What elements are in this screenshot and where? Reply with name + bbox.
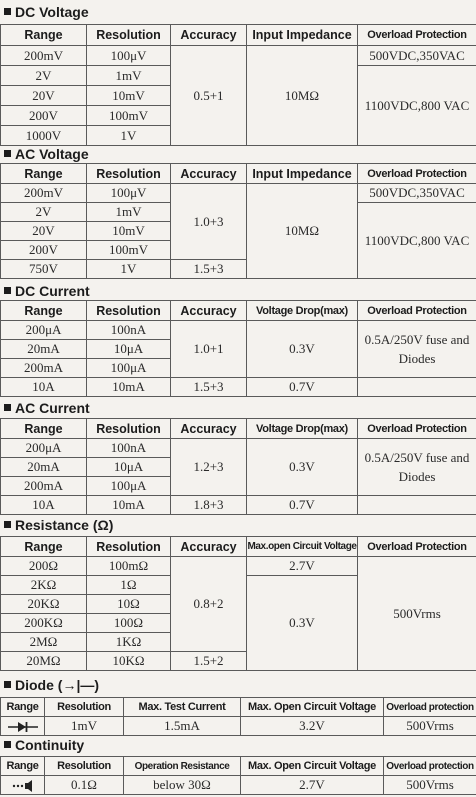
header-accuracy: Accuracy — [171, 301, 247, 321]
table-row — [1, 557, 476, 576]
header-range: Range — [1, 698, 45, 717]
table-row — [1, 378, 476, 397]
resolution-cell: 1KΩ — [87, 633, 171, 652]
table-header-row — [1, 25, 476, 46]
resolution-cell: 100mΩ — [87, 557, 171, 576]
dc-current-title: DC Current — [4, 283, 90, 299]
resolution-cell: 1Ω — [87, 576, 171, 595]
resistance-title: Resistance (Ω) — [4, 517, 113, 533]
continuity-table — [0, 756, 476, 795]
protection-cell: 0.5A/250V fuse and Diodes — [358, 321, 476, 378]
impedance-cell: 10MΩ — [247, 46, 358, 146]
protection-cell: 500VDC,350VAC — [358, 46, 476, 66]
protection-cell: 500VDC,350VAC — [358, 184, 476, 203]
header-accuracy: Accuracy — [171, 164, 247, 184]
header-max-open-circuit-voltage: Max. Open Circuit Voltage — [241, 757, 384, 776]
range-cell: 200V — [1, 241, 87, 260]
resolution-cell: 10KΩ — [87, 652, 171, 671]
range-cell: 200mV — [1, 184, 87, 203]
header-resolution: Resolution — [87, 537, 171, 557]
accuracy-cell: 1.5+2 — [171, 652, 247, 671]
resolution-cell: 1V — [87, 260, 171, 279]
resolution-cell: 10mV — [87, 86, 171, 106]
protection-cell: 500Vrms — [384, 776, 476, 795]
resolution-cell: 1mV — [45, 717, 124, 736]
ac-current-table — [0, 418, 476, 515]
resolution-cell: 10mV — [87, 222, 171, 241]
header-range: Range — [1, 419, 87, 439]
accuracy-cell: 1.0+1 — [171, 321, 247, 378]
continuity-title: Continuity — [4, 737, 84, 753]
range-cell: 1000V — [1, 126, 87, 146]
header-input-impedance: Input Impedance — [247, 25, 358, 46]
header-range: Range — [1, 537, 87, 557]
resolution-cell: 10μA — [87, 340, 171, 359]
accuracy-cell: 0.5+1 — [171, 46, 247, 146]
resolution-cell: 10Ω — [87, 595, 171, 614]
resolution-cell: 100nA — [87, 321, 171, 340]
header-overload-protection: Overload Protection — [358, 25, 476, 46]
header-resolution: Resolution — [45, 698, 124, 717]
header-overload-protection: Overload protection — [384, 757, 476, 776]
range-cell: 2KΩ — [1, 576, 87, 595]
header-max-open-circuit-voltage: Max.open Circuit Voltage — [247, 537, 358, 557]
resolution-cell: 1mV — [87, 66, 171, 86]
range-cell: 750V — [1, 260, 87, 279]
table-header-row — [1, 757, 476, 776]
dc-current-table — [0, 300, 476, 397]
range-cell: 20MΩ — [1, 652, 87, 671]
range-cell: 2V — [1, 66, 87, 86]
voltage-drop-cell: 0.3V — [247, 439, 358, 496]
range-cell: 200mA — [1, 359, 87, 378]
table-header-row — [1, 537, 476, 557]
diode-symbol-icon — [1, 717, 45, 736]
accuracy-cell: 1.2+3 — [171, 439, 247, 496]
range-cell: 20mA — [1, 458, 87, 477]
resolution-cell: 100mV — [87, 106, 171, 126]
accuracy-cell: 1.0+3 — [171, 184, 247, 260]
protection-cell: 1100VDC,800 VAC — [358, 66, 476, 146]
header-accuracy: Accuracy — [171, 537, 247, 557]
range-cell: 20V — [1, 222, 87, 241]
header-resolution: Resolution — [45, 757, 124, 776]
header-range: Range — [1, 301, 87, 321]
resolution-cell: 10mA — [87, 378, 171, 397]
voltage-drop-cell: 0.7V — [247, 378, 358, 397]
table-header-row — [1, 164, 476, 184]
header-range: Range — [1, 757, 45, 776]
header-overload-protection: Overload protection — [384, 698, 476, 717]
voltage-cell: 0.3V — [247, 576, 358, 671]
header-overload-protection: Overload Protection — [358, 164, 476, 184]
impedance-cell: 10MΩ — [247, 184, 358, 279]
protection-cell: 0.5A/250V fuse and Diodes — [358, 439, 476, 496]
resolution-cell: 1V — [87, 126, 171, 146]
ac-current-title: AC Current — [4, 400, 90, 416]
protection-cell — [358, 496, 476, 515]
table-row — [1, 776, 476, 795]
resolution-cell: 0.1Ω — [45, 776, 124, 795]
header-max-open-circuit-voltage: Max. Open Circuit Voltage — [241, 698, 384, 717]
protection-cell: 500Vrms — [384, 717, 476, 736]
table-header-row — [1, 419, 476, 439]
resolution-cell: 100nA — [87, 439, 171, 458]
range-cell: 2MΩ — [1, 633, 87, 652]
voltage-drop-cell: 0.7V — [247, 496, 358, 515]
test-current-cell: 1.5mA — [124, 717, 241, 736]
header-overload-protection: Overload Protection — [358, 301, 476, 321]
range-cell: 20V — [1, 86, 87, 106]
header-resolution: Resolution — [87, 419, 171, 439]
range-cell: 200mV — [1, 46, 87, 66]
protection-cell: 500Vrms — [358, 557, 476, 671]
range-cell: 200V — [1, 106, 87, 126]
protection-cell — [358, 378, 476, 397]
resolution-cell: 100μV — [87, 184, 171, 203]
voltage-cell: 2.7V — [247, 557, 358, 576]
table-row — [1, 439, 476, 458]
range-cell: 20KΩ — [1, 595, 87, 614]
header-max-test-current: Max. Test Current — [124, 698, 241, 717]
voltage-cell: 2.7V — [241, 776, 384, 795]
table-row — [1, 717, 476, 736]
resolution-cell: 100Ω — [87, 614, 171, 633]
resolution-cell: 100μV — [87, 46, 171, 66]
header-range: Range — [1, 164, 87, 184]
range-cell: 200μA — [1, 321, 87, 340]
resolution-cell: 100mV — [87, 241, 171, 260]
header-operation-resistance: Operation Resistance — [124, 757, 241, 776]
range-cell: 200mA — [1, 477, 87, 496]
dc-voltage-title: DC Voltage — [4, 4, 89, 20]
range-cell: 200KΩ — [1, 614, 87, 633]
accuracy-cell: 1.5+3 — [171, 378, 247, 397]
header-accuracy: Accuracy — [171, 419, 247, 439]
range-cell: 200Ω — [1, 557, 87, 576]
header-resolution: Resolution — [87, 164, 171, 184]
header-overload-protection: Overload Protection — [358, 537, 476, 557]
ac-voltage-title: AC Voltage — [4, 146, 89, 162]
table-row — [1, 321, 476, 340]
header-voltage-drop: Voltage Drop(max) — [247, 301, 358, 321]
accuracy-cell: 1.5+3 — [171, 260, 247, 279]
header-overload-protection: Overload Protection — [358, 419, 476, 439]
accuracy-cell: 1.8+3 — [171, 496, 247, 515]
voltage-drop-cell: 0.3V — [247, 321, 358, 378]
header-accuracy: Accuracy — [171, 25, 247, 46]
dc-voltage-table — [0, 24, 476, 146]
range-cell: 10A — [1, 378, 87, 397]
header-voltage-drop: Voltage Drop(max) — [247, 419, 358, 439]
resolution-cell: 10μA — [87, 458, 171, 477]
resolution-cell: 100μA — [87, 359, 171, 378]
ac-voltage-table — [0, 163, 476, 279]
diode-table — [0, 697, 476, 736]
header-range: Range — [1, 25, 87, 46]
voltage-cell: 3.2V — [241, 717, 384, 736]
header-input-impedance: Input Impedance — [247, 164, 358, 184]
resolution-cell: 100μA — [87, 477, 171, 496]
resistance-table — [0, 536, 476, 671]
resolution-cell: 10mA — [87, 496, 171, 515]
protection-cell: 1100VDC,800 VAC — [358, 203, 476, 279]
table-row — [1, 46, 476, 66]
accuracy-cell: 0.8+2 — [171, 557, 247, 652]
header-resolution: Resolution — [87, 301, 171, 321]
header-resolution: Resolution — [87, 25, 171, 46]
range-cell: 2V — [1, 203, 87, 222]
table-row — [1, 184, 476, 203]
operation-resistance-cell: below 30Ω — [124, 776, 241, 795]
table-row — [1, 496, 476, 515]
resolution-cell: 1mV — [87, 203, 171, 222]
table-header-row — [1, 698, 476, 717]
diode-title: Diode (→|—) — [4, 677, 99, 693]
range-cell: 200μA — [1, 439, 87, 458]
range-cell: 20mA — [1, 340, 87, 359]
range-cell: 10A — [1, 496, 87, 515]
table-header-row — [1, 301, 476, 321]
buzzer-icon — [1, 776, 45, 795]
